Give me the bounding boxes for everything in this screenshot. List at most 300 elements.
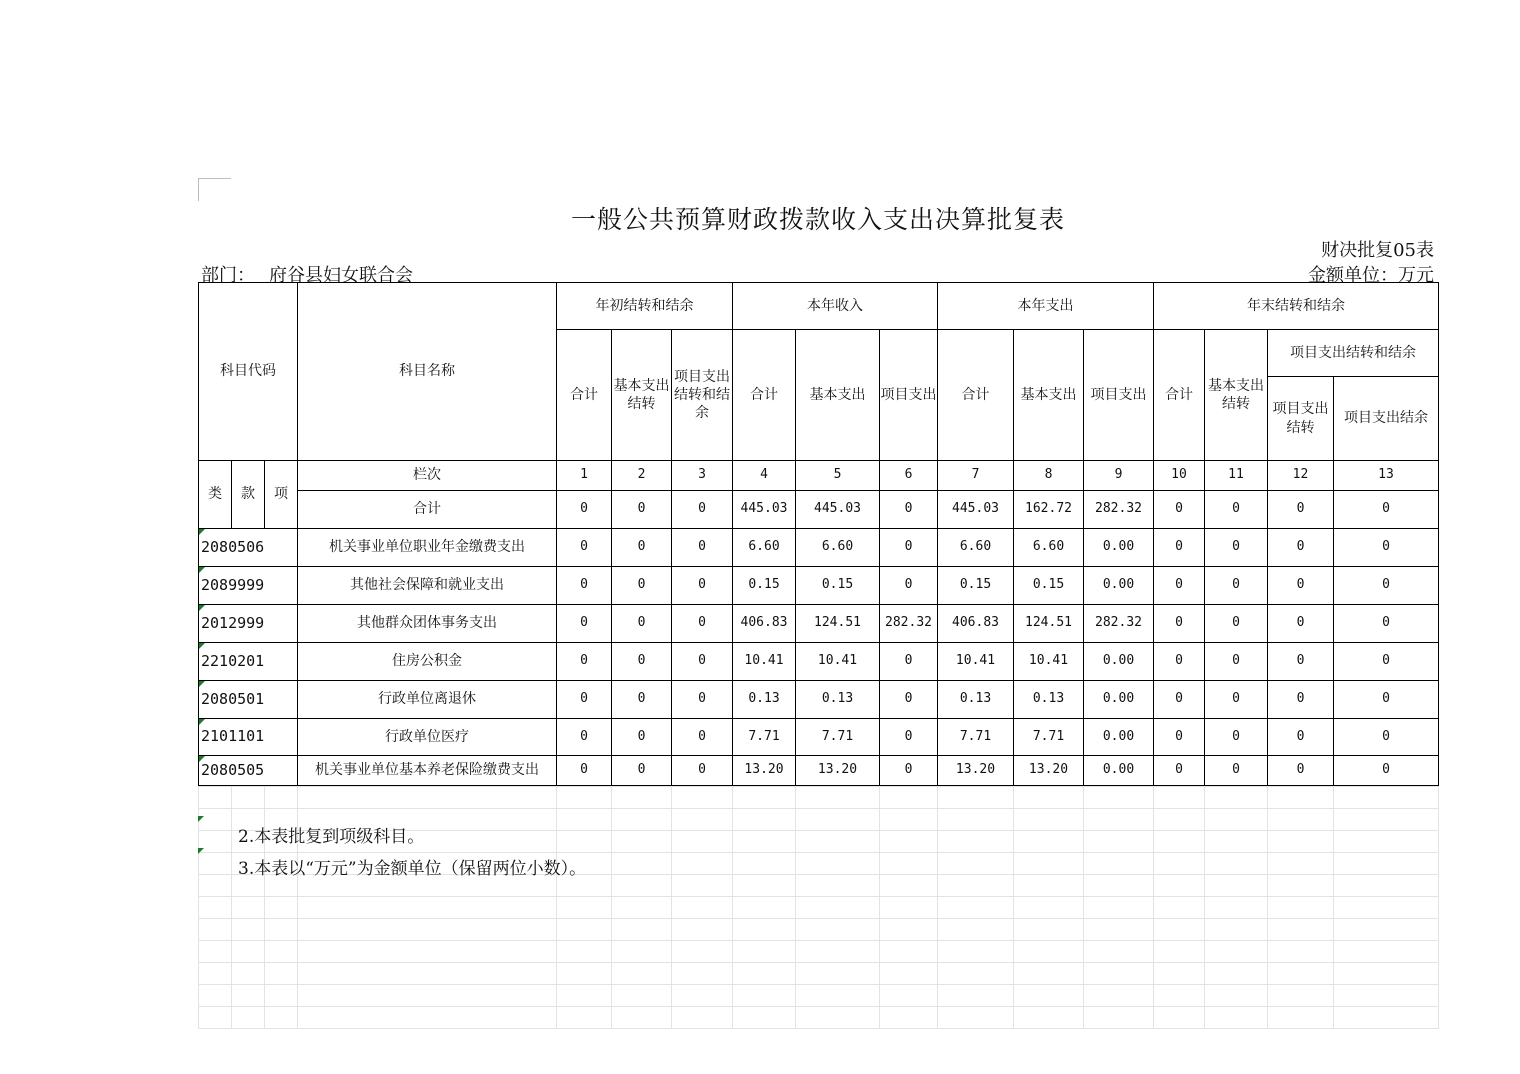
amount-cell: 0 — [1154, 529, 1205, 567]
amount-cell: 6.60 — [938, 529, 1014, 567]
grid-cell — [557, 831, 612, 853]
amount-cell: 0 — [1334, 719, 1439, 756]
amount-cell: 0 — [672, 681, 733, 719]
grid-cell — [1084, 919, 1154, 941]
amount-cell: 0.13 — [1014, 681, 1084, 719]
amount-cell: 0 — [1334, 681, 1439, 719]
amount-cell: 0 — [1205, 681, 1268, 719]
subject-code-text: 2012999 — [201, 613, 265, 632]
grid-cell — [1334, 875, 1439, 897]
grid-cell — [1268, 787, 1334, 809]
amount-cell: 0 — [1268, 567, 1334, 605]
cell-flag — [199, 567, 205, 573]
grid-cell — [733, 809, 796, 831]
grid-cell — [265, 941, 298, 963]
grid-row — [199, 787, 1439, 809]
grid-cell — [1205, 963, 1268, 985]
total-value: 0 — [557, 491, 612, 529]
grid-cell — [880, 1007, 938, 1029]
form-code: 财决批复05表 — [1321, 240, 1434, 261]
note-item: 3.本表以“万元”为金额单位（保留两位小数）。 — [238, 859, 587, 879]
subject-name: 行政单位离退休 — [298, 681, 557, 719]
grid-cell — [1084, 963, 1154, 985]
total-value: 0 — [1334, 491, 1439, 529]
grid-cell — [298, 897, 557, 919]
amount-cell: 0.00 — [1084, 529, 1154, 567]
grid-cell — [265, 787, 298, 809]
grid-cell — [796, 809, 880, 831]
amount-cell: 0 — [1268, 681, 1334, 719]
grid-cell — [1334, 985, 1439, 1007]
header-expense-basic: 基本支出 — [1014, 330, 1084, 461]
grid-cell — [796, 963, 880, 985]
grid-cell — [232, 963, 265, 985]
grid-cell — [796, 831, 880, 853]
amount-cell: 0 — [672, 567, 733, 605]
grid-cell — [1084, 809, 1154, 831]
header-opening-total: 合计 — [557, 330, 612, 461]
amount-cell: 0 — [557, 681, 612, 719]
grid-cell — [1268, 985, 1334, 1007]
grid-cell — [733, 1007, 796, 1029]
grid-cell — [1268, 919, 1334, 941]
total-value: 0 — [672, 491, 733, 529]
table-row — [199, 681, 1439, 719]
amount-cell: 0.13 — [733, 681, 796, 719]
grid-cell — [938, 875, 1014, 897]
grid-cell — [1014, 787, 1084, 809]
amount-cell: 7.71 — [1014, 719, 1084, 756]
grid-cell — [672, 1007, 733, 1029]
amount-cell: 0 — [1268, 643, 1334, 681]
total-value: 0 — [1205, 491, 1268, 529]
table-row — [199, 643, 1439, 681]
grid-cell — [733, 963, 796, 985]
column-number: 5 — [796, 461, 880, 491]
grid-cell — [557, 1007, 612, 1029]
grid-cell — [938, 941, 1014, 963]
grid-cell — [880, 787, 938, 809]
subject-code — [199, 567, 298, 605]
grid-cell — [298, 1007, 557, 1029]
amount-cell: 0 — [1268, 719, 1334, 756]
column-number: 9 — [1084, 461, 1154, 491]
amount-cell: 13.20 — [1014, 756, 1084, 786]
column-number: 7 — [938, 461, 1014, 491]
amount-cell: 0 — [880, 529, 938, 567]
amount-cell: 0 — [1205, 605, 1268, 643]
report-title: 一般公共预算财政拨款收入支出决算批复表 — [570, 205, 1065, 234]
grid-cell — [1268, 853, 1334, 875]
total-value: 0 — [880, 491, 938, 529]
grid-cell — [1154, 919, 1205, 941]
grid-cell — [612, 985, 672, 1007]
amount-cell: 6.60 — [796, 529, 880, 567]
grid-cell — [672, 853, 733, 875]
grid-cell — [265, 963, 298, 985]
grid-cell — [1205, 809, 1268, 831]
total-value: 282.32 — [1084, 491, 1154, 529]
total-value: 445.03 — [796, 491, 880, 529]
amount-cell: 0.15 — [1014, 567, 1084, 605]
header-subject-name: 科目名称 — [298, 283, 557, 461]
subject-code — [199, 529, 298, 567]
grid-cell — [557, 897, 612, 919]
amount-cell: 0 — [557, 719, 612, 756]
grid-cell — [232, 1007, 265, 1029]
grid-cell — [612, 941, 672, 963]
amount-cell: 0 — [1334, 567, 1439, 605]
column-number-label: 栏次 — [298, 461, 557, 491]
grid-cell — [1205, 897, 1268, 919]
grid-cell — [612, 875, 672, 897]
header-closing-project-group: 项目支出结转和结余 — [1268, 330, 1439, 377]
grid-cell — [796, 941, 880, 963]
header-opening-basic-carry: 基本支出结转 — [612, 330, 672, 461]
amount-cell: 0 — [1205, 529, 1268, 567]
subject-code — [199, 756, 298, 786]
column-number: 10 — [1154, 461, 1205, 491]
grid-cell — [880, 831, 938, 853]
amount-cell: 0 — [1154, 605, 1205, 643]
grid-cell — [1084, 941, 1154, 963]
grid-cell — [1014, 897, 1084, 919]
grid-cell — [733, 985, 796, 1007]
grid-cell — [1154, 941, 1205, 963]
note-item: 2.本表批复到项级科目。 — [238, 827, 425, 847]
grid-cell — [938, 963, 1014, 985]
grid-cell — [1334, 963, 1439, 985]
grid-cell — [1154, 1007, 1205, 1029]
cell-flag — [199, 719, 205, 725]
amount-cell: 0 — [1205, 719, 1268, 756]
grid-row — [199, 963, 1439, 985]
department-label: 部门： — [201, 265, 255, 286]
column-number: 12 — [1268, 461, 1334, 491]
total-value: 0 — [1154, 491, 1205, 529]
amount-cell: 7.71 — [938, 719, 1014, 756]
subject-code-text: 2210201 — [201, 651, 265, 670]
amount-cell: 0 — [1268, 529, 1334, 567]
amount-cell: 0.15 — [796, 567, 880, 605]
grid-cell — [1334, 809, 1439, 831]
amount-cell: 0 — [557, 605, 612, 643]
header-closing-basic-carry: 基本支出结转 — [1205, 330, 1268, 461]
grid-cell — [557, 963, 612, 985]
grid-cell — [1268, 963, 1334, 985]
grid-cell — [733, 787, 796, 809]
note-flag — [198, 848, 204, 854]
subject-code — [199, 719, 298, 756]
subject-name: 其他群众团体事务支出 — [298, 605, 557, 643]
grid-cell — [1334, 787, 1439, 809]
cell-flag — [199, 529, 205, 535]
grid-cell — [1084, 1007, 1154, 1029]
amount-cell: 406.83 — [938, 605, 1014, 643]
grid-cell — [733, 875, 796, 897]
grid-cell — [1084, 985, 1154, 1007]
grid-cell — [1334, 919, 1439, 941]
amount-cell: 0 — [612, 681, 672, 719]
column-number: 3 — [672, 461, 733, 491]
subject-code-text: 2101101 — [201, 727, 265, 746]
grid-cell — [880, 875, 938, 897]
amount-cell: 0 — [612, 605, 672, 643]
amount-cell: 10.41 — [1014, 643, 1084, 681]
grid-cell — [1334, 897, 1439, 919]
amount-cell: 0 — [612, 756, 672, 786]
column-number: 1 — [557, 461, 612, 491]
amount-cell: 0 — [612, 529, 672, 567]
grid-cell — [938, 853, 1014, 875]
grid-cell — [1154, 963, 1205, 985]
amount-cell: 0.00 — [1084, 643, 1154, 681]
grid-cell — [298, 985, 557, 1007]
grid-cell — [199, 1007, 232, 1029]
header-subject-code: 科目代码 — [199, 283, 298, 461]
grid-cell — [612, 787, 672, 809]
header-income-total: 合计 — [733, 330, 796, 461]
department-value: 府谷县妇女联合会 — [269, 265, 413, 286]
grid-cell — [298, 941, 557, 963]
grid-cell — [557, 919, 612, 941]
grid-cell — [672, 941, 733, 963]
subject-code-text: 2080506 — [201, 537, 265, 556]
grid-cell — [1334, 1007, 1439, 1029]
grid-cell — [1084, 787, 1154, 809]
grid-cell — [612, 897, 672, 919]
grid-cell — [733, 897, 796, 919]
grid-cell — [938, 985, 1014, 1007]
grid-cell — [880, 985, 938, 1007]
grid-cell — [557, 787, 612, 809]
amount-cell: 0 — [672, 756, 733, 786]
amount-cell: 0.00 — [1084, 756, 1154, 786]
subject-code — [199, 643, 298, 681]
grid-cell — [1154, 985, 1205, 1007]
column-number: 11 — [1205, 461, 1268, 491]
subject-code-text: 2089999 — [201, 575, 265, 594]
grid-row — [199, 897, 1439, 919]
grid-cell — [199, 853, 232, 875]
subject-code — [199, 605, 298, 643]
amount-cell: 0.00 — [1084, 681, 1154, 719]
grid-cell — [1014, 809, 1084, 831]
grid-cell — [1014, 831, 1084, 853]
amount-cell: 124.51 — [796, 605, 880, 643]
header-kuan: 款 — [232, 461, 265, 529]
column-number: 4 — [733, 461, 796, 491]
grid-cell — [1205, 853, 1268, 875]
grid-cell — [298, 787, 557, 809]
total-value: 445.03 — [733, 491, 796, 529]
grid-cell — [1084, 897, 1154, 919]
grid-cell — [938, 809, 1014, 831]
amount-cell: 0 — [1154, 719, 1205, 756]
grid-cell — [1154, 809, 1205, 831]
table-row — [199, 719, 1439, 756]
header-group-opening: 年初结转和结余 — [557, 283, 733, 330]
amount-cell: 0.13 — [796, 681, 880, 719]
amount-cell: 13.20 — [796, 756, 880, 786]
grid-cell — [880, 941, 938, 963]
grid-cell — [796, 897, 880, 919]
subject-name: 其他社会保障和就业支出 — [298, 567, 557, 605]
amount-cell: 10.41 — [796, 643, 880, 681]
grid-cell — [557, 809, 612, 831]
amount-cell: 0 — [880, 643, 938, 681]
grid-cell — [1014, 985, 1084, 1007]
amount-cell: 0 — [1334, 643, 1439, 681]
grid-cell — [796, 985, 880, 1007]
amount-cell: 0 — [1334, 605, 1439, 643]
grid-row — [199, 985, 1439, 1007]
table-row — [199, 529, 1439, 567]
grid-cell — [199, 963, 232, 985]
column-number: 6 — [880, 461, 938, 491]
amount-cell: 7.71 — [733, 719, 796, 756]
grid-cell — [880, 853, 938, 875]
amount-cell: 0 — [880, 681, 938, 719]
grid-cell — [733, 941, 796, 963]
grid-cell — [1154, 875, 1205, 897]
grid-cell — [880, 809, 938, 831]
grid-cell — [672, 963, 733, 985]
header-closing-project-carry: 项目支出结转 — [1268, 377, 1334, 461]
amount-cell: 0 — [557, 567, 612, 605]
grid-cell — [672, 875, 733, 897]
amount-cell: 282.32 — [1084, 605, 1154, 643]
amount-cell: 124.51 — [1014, 605, 1084, 643]
amount-cell: 0 — [557, 756, 612, 786]
table-row — [199, 605, 1439, 643]
grid-cell — [1205, 919, 1268, 941]
grid-cell — [265, 985, 298, 1007]
grid-cell — [1014, 853, 1084, 875]
grid-cell — [880, 963, 938, 985]
grid-cell — [1205, 941, 1268, 963]
grid-cell — [938, 787, 1014, 809]
subject-code — [199, 681, 298, 719]
grid-cell — [232, 985, 265, 1007]
grid-cell — [1154, 787, 1205, 809]
note-flag — [198, 816, 204, 822]
grid-cell — [1268, 809, 1334, 831]
grid-row — [199, 941, 1439, 963]
grid-cell — [199, 787, 232, 809]
grid-cell — [672, 897, 733, 919]
table-row — [199, 567, 1439, 605]
subject-name: 机关事业单位职业年金缴费支出 — [298, 529, 557, 567]
grid-cell — [1268, 941, 1334, 963]
amount-cell: 0.13 — [938, 681, 1014, 719]
amount-cell: 0.00 — [1084, 567, 1154, 605]
subject-name: 住房公积金 — [298, 643, 557, 681]
amount-cell: 0 — [612, 567, 672, 605]
subject-code-text: 2080505 — [201, 760, 265, 779]
grid-cell — [1334, 853, 1439, 875]
amount-cell: 6.60 — [733, 529, 796, 567]
amount-cell: 10.41 — [938, 643, 1014, 681]
grid-cell — [232, 919, 265, 941]
grid-cell — [1205, 875, 1268, 897]
amount-cell: 0 — [1205, 756, 1268, 786]
grid-cell — [1268, 875, 1334, 897]
amount-cell: 0 — [1205, 643, 1268, 681]
grid-cell — [1268, 897, 1334, 919]
amount-unit: 金额单位：万元 — [1308, 265, 1434, 286]
amount-cell: 0 — [672, 605, 733, 643]
amount-cell: 406.83 — [733, 605, 796, 643]
grid-cell — [199, 919, 232, 941]
grid-cell — [199, 985, 232, 1007]
column-number: 2 — [612, 461, 672, 491]
grid-cell — [265, 1007, 298, 1029]
grid-cell — [1014, 919, 1084, 941]
grid-cell — [796, 919, 880, 941]
header-opening-project-carry-balance: 项目支出结转和结余 — [672, 330, 733, 461]
grid-cell — [1205, 787, 1268, 809]
cell-flag — [199, 756, 205, 762]
header-expense-total: 合计 — [938, 330, 1014, 461]
grid-cell — [1268, 1007, 1334, 1029]
cell-flag — [199, 605, 205, 611]
grid-cell — [796, 853, 880, 875]
header-expense-project: 项目支出 — [1084, 330, 1154, 461]
grid-cell — [265, 897, 298, 919]
amount-cell: 0 — [1268, 605, 1334, 643]
subject-name: 行政单位医疗 — [298, 719, 557, 756]
amount-cell: 0 — [1268, 756, 1334, 786]
grid-cell — [796, 787, 880, 809]
amount-cell: 0.00 — [1084, 719, 1154, 756]
amount-cell: 0 — [1334, 529, 1439, 567]
grid-cell — [612, 809, 672, 831]
amount-cell: 0 — [1205, 567, 1268, 605]
grid-cell — [672, 787, 733, 809]
grid-cell — [1014, 1007, 1084, 1029]
total-label: 合计 — [298, 491, 557, 529]
header-group-income: 本年收入 — [733, 283, 938, 330]
grid-cell — [1014, 875, 1084, 897]
sheet-corner-mark — [198, 178, 231, 201]
grid-cell — [1268, 831, 1334, 853]
table-row — [199, 756, 1439, 786]
amount-cell: 10.41 — [733, 643, 796, 681]
grid-cell — [880, 897, 938, 919]
grid-cell — [1014, 941, 1084, 963]
grid-cell — [557, 941, 612, 963]
header-closing-total: 合计 — [1154, 330, 1205, 461]
grid-cell — [1084, 853, 1154, 875]
total-value: 0 — [612, 491, 672, 529]
amount-cell: 7.71 — [796, 719, 880, 756]
grid-cell — [199, 897, 232, 919]
grid-cell — [1205, 1007, 1268, 1029]
amount-cell: 0.15 — [733, 567, 796, 605]
amount-cell: 0 — [1154, 756, 1205, 786]
header-xiang: 项 — [265, 461, 298, 529]
grid-cell — [232, 941, 265, 963]
grid-row — [199, 1007, 1439, 1029]
total-value: 0 — [1268, 491, 1334, 529]
header-closing-project-balance: 项目支出结余 — [1334, 377, 1439, 461]
amount-cell: 6.60 — [1014, 529, 1084, 567]
grid-cell — [1205, 985, 1268, 1007]
header-income-basic: 基本支出 — [796, 330, 880, 461]
amount-cell: 0.15 — [938, 567, 1014, 605]
grid-cell — [733, 919, 796, 941]
